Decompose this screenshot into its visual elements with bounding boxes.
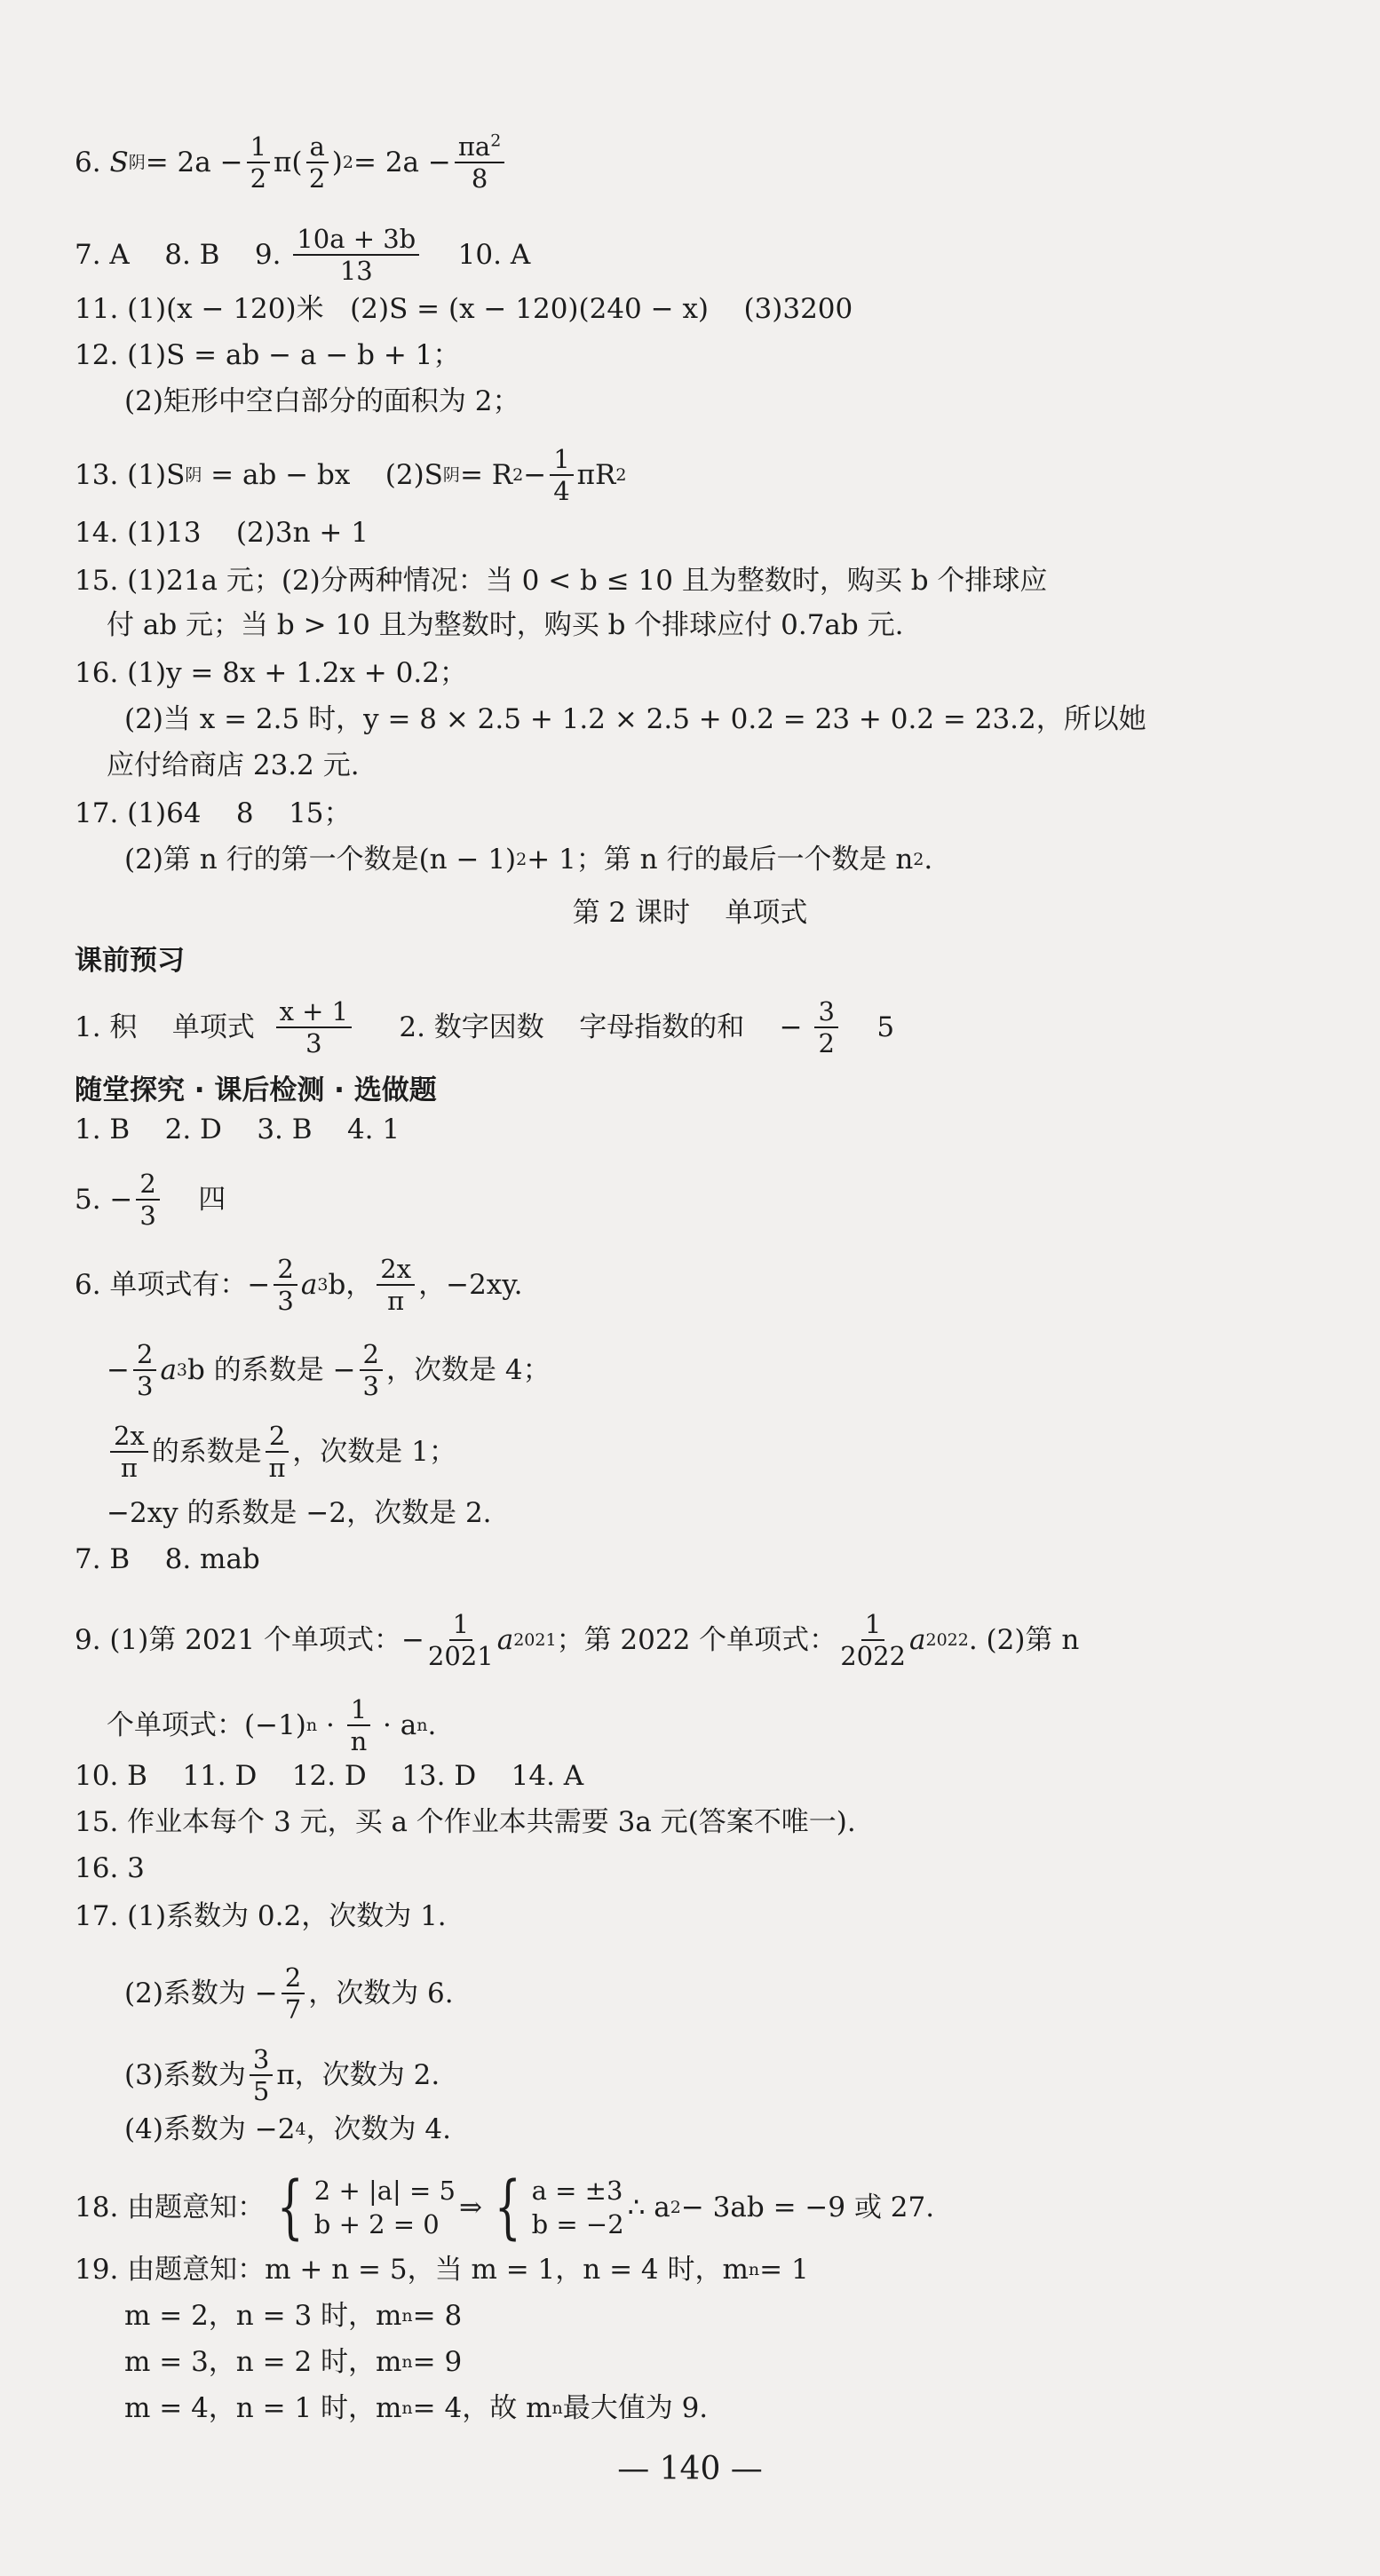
- fraction: $\frac{1}{4}$: [550, 444, 573, 506]
- main-answer-18: 18. 由题意知： { 2 + |a| = 5 b + 2 = 0 ⇒ { a = ±3 b = −2 ∴ a 2 − 3ab = −9 或 27.: [75, 2168, 935, 2247]
- main-answer-6-line4: −2xy 的系数是 −2，次数是 2.: [107, 1497, 492, 1529]
- answer-16-part3: 应付给商店 23.2 元.: [107, 749, 360, 781]
- main-answer-10-14: 10. B 11. D 12. D 13. D 14. A: [75, 1760, 584, 1792]
- main-answer-19-line3: m = 3，n = 2 时，m n = 9: [124, 2346, 463, 2378]
- fraction: $\frac{x + 1}{3}$: [276, 996, 353, 1058]
- equation-system: { 2 + |a| = 5 b + 2 = 0: [277, 2168, 456, 2247]
- answer-11: 11. (1)(x − 120)米 (2)S = (x − 120)(240 − x) (3)3200: [75, 293, 853, 325]
- main-answer-17-2: (2)系数为 − $\frac{2}{7}$ ，次数为 6.: [124, 1962, 454, 2025]
- fraction: $\frac{3}{5}$: [250, 2044, 273, 2106]
- answer-7-10: 7. A 8. B 9. $\frac{10a + 3b}{13}$ 10. A: [75, 224, 531, 286]
- fraction: $\frac{10a + 3b}{13}$: [293, 224, 419, 286]
- page-number: — 140 —: [617, 2451, 763, 2487]
- answer-17-part1: 17. (1)64 8 15；: [75, 797, 352, 829]
- fraction: $\frac{2x}{\pi}$: [110, 1421, 148, 1483]
- answer-13: 13. (1)S 阴 = ab − bx (2)S 阴 = R 2 − $\frac{1}{4}$ πR 2: [75, 444, 627, 506]
- fraction: $\frac{1}{2}$: [247, 131, 270, 194]
- answer-16-part2: (2)当 x = 2.5 时，y = 8 × 2.5 + 1.2 × 2.5 + 0.2 = 23 + 0.2 = 23.2，所以她: [124, 703, 1146, 735]
- preview-answer-1: 1. 积 单项式 $\frac{x + 1}{3}$ 2. 数字因数 字母指数的和 − $\frac{3}{2}$ 5: [75, 996, 895, 1058]
- fraction: $\frac{1}{2021}$: [427, 1609, 494, 1671]
- fraction: $\frac{\pi a^2}{8}$: [455, 131, 504, 194]
- main-answer-19-line2: m = 2，n = 3 时，m n = 8: [124, 2300, 463, 2332]
- main-answer-9-line2: 个单项式：(−1) n · $\frac{1}{n}$ · a n .: [107, 1694, 437, 1756]
- main-answer-6-line2: − $\frac{2}{3}$ a 3 b 的系数是 − $\frac{2}{3}$ ，次数是 4；: [107, 1339, 551, 1401]
- fraction: $\frac{2}{3}$: [274, 1254, 297, 1316]
- main-answer-17-3: (3)系数为 $\frac{3}{5}$ π，次数为 2.: [124, 2044, 440, 2106]
- main-answer-19-line4: m = 4，n = 1 时，m n = 4，故 m n 最大值为 9.: [124, 2392, 709, 2424]
- fraction: $\frac{1}{n}$: [347, 1694, 370, 1756]
- fraction: $\frac{2}{7}$: [282, 1962, 305, 2025]
- main-answer-17-1: 17. (1)系数为 0.2，次数为 1.: [75, 1900, 447, 1932]
- fraction: $\frac{2}{\pi}$: [266, 1421, 289, 1483]
- fraction: $\frac{a}{2}$: [306, 131, 329, 194]
- main-answer-16: 16. 3: [75, 1852, 145, 1884]
- heading-main: 随堂探究 · 课后检测 · 选做题: [75, 1074, 437, 1106]
- equation-system: { a = ±3 b = −2: [494, 2168, 624, 2247]
- main-answer-19-line1: 19. 由题意知：m + n = 5，当 m = 1，n = 4 时，m n = 1: [75, 2254, 809, 2286]
- fraction: $\frac{3}{2}$: [814, 996, 837, 1058]
- answer-16-part1: 16. (1)y = 8x + 1.2x + 0.2；: [75, 657, 467, 689]
- answer-6: 6. S 阴 = 2a − $\frac{1}{2}$ π( $\frac{a}{2}$ ) 2 = 2a − $\frac{\pi a^2}{8}$: [75, 131, 508, 194]
- answer-12-part2: (2)矩形中空白部分的面积为 2；: [124, 385, 520, 417]
- answer-12-part1: 12. (1)S = ab − a − b + 1；: [75, 339, 461, 371]
- main-answer-15: 15. 作业本每个 3 元，买 a 个作业本共需要 3a 元(答案不唯一).: [75, 1806, 856, 1838]
- fraction: $\frac{1}{2022}$: [840, 1609, 906, 1671]
- main-answer-6-line1: 6. 单项式有：− $\frac{2}{3}$ a 3 b， $\frac{2x}{\pi}$ ，−2xy.: [75, 1254, 523, 1316]
- fraction: $\frac{2}{3}$: [133, 1339, 156, 1401]
- fraction: $\frac{2x}{\pi}$: [377, 1254, 415, 1316]
- answer-17-part2: (2)第 n 行的第一个数是(n − 1) 2 + 1；第 n 行的最后一个数是 n 2 .: [124, 844, 933, 876]
- fraction: $\frac{2}{3}$: [360, 1339, 383, 1401]
- main-answer-17-4: (4)系数为 −2 4 ，次数为 4.: [124, 2113, 451, 2145]
- main-answer-1-4: 1. B 2. D 3. B 4. 1: [75, 1114, 401, 1145]
- answer-15-part2: 付 ab 元；当 b > 10 且为整数时，购买 b 个排球应付 0.7ab 元.: [107, 609, 904, 641]
- main-answer-6-line3: $\frac{2x}{\pi}$ 的系数是 $\frac{2}{\pi}$ ，次数是 1；: [107, 1421, 456, 1483]
- section-title: 第 2 课时 单项式: [572, 897, 808, 929]
- answer-15-part1: 15. (1)21a 元；(2)分两种情况：当 0 < b ≤ 10 且为整数时，购买 b 个排球应: [75, 565, 1048, 597]
- heading-preview: 课前预习: [75, 945, 185, 977]
- main-answer-9-line1: 9. (1)第 2021 个单项式：− $\frac{1}{2021}$ a 2021 ；第 2022 个单项式： $\frac{1}{2022}$ a 2022 . (2)第 n: [75, 1609, 1080, 1671]
- answer-14: 14. (1)13 (2)3n + 1: [75, 517, 369, 549]
- fraction: $\frac{2}{3}$: [136, 1169, 159, 1231]
- main-answer-7-8: 7. B 8. mab: [75, 1543, 260, 1575]
- main-answer-5: 5. − $\frac{2}{3}$ 四: [75, 1169, 226, 1231]
